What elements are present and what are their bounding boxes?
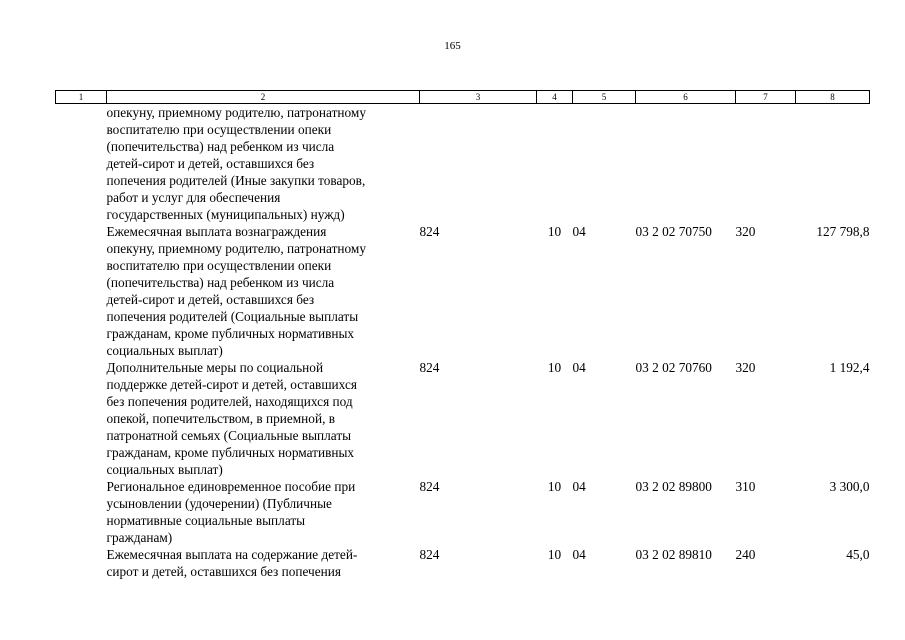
- description-line: гражданам, кроме публичных нормативных: [106, 445, 355, 460]
- row-description: [107, 223, 420, 359]
- row-description: [107, 546, 420, 580]
- description-line: опекуну, приемному родителю, патронатному: [106, 105, 366, 120]
- ministry-code: 824: [419, 547, 440, 562]
- description-line: без попечения родителей, находящихся под: [106, 394, 353, 409]
- target-article-code: 03 2 02 70760: [635, 360, 712, 375]
- header-col-5: 5: [573, 91, 636, 104]
- description-line: Ежемесячная выплата вознаграждения: [106, 224, 327, 239]
- subsection-code: 04: [572, 360, 586, 375]
- cell-col-1: [56, 223, 107, 359]
- description-line: детей-сирот и детей, оставшихся без: [106, 156, 315, 171]
- description-line: сирот и детей, оставшихся без попечения: [106, 564, 341, 579]
- ministry-code: 824: [419, 224, 440, 239]
- row-description: [107, 104, 420, 224]
- description-line: попечения родителей (Социальные выплаты: [106, 309, 359, 324]
- description-line: социальных выплат): [106, 462, 223, 477]
- header-col-3: 3: [420, 91, 537, 104]
- budget-table: [55, 90, 870, 580]
- description-line: опекуну, приемному родителю, патронатному: [106, 241, 366, 256]
- description-line: усыновлении (удочерении) (Публичные: [106, 496, 332, 511]
- description-line: Ежемесячная выплата на содержание детей-: [106, 547, 358, 562]
- target-article-code: 03 2 02 89810: [635, 547, 712, 562]
- cell-col-1: [56, 359, 107, 478]
- amount: 127 798,8: [816, 224, 870, 239]
- header-col-1: 1: [56, 91, 107, 104]
- cell-col-1: [56, 104, 107, 224]
- description-line: воспитателю при осуществлении опеки: [106, 258, 332, 273]
- description-line: (попечительства) над ребенком из числа: [106, 275, 335, 290]
- description-line: поддержке детей-сирот и детей, оставшихся: [106, 377, 357, 392]
- subsection-code: 04: [572, 224, 586, 239]
- description-line: гражданам, кроме публичных нормативных: [106, 326, 355, 341]
- page-number: 165: [444, 40, 461, 52]
- table-body: [56, 104, 870, 581]
- ministry-code: [420, 104, 537, 224]
- expense-type-code: 310: [735, 479, 756, 494]
- target-article-code: [636, 104, 736, 224]
- description-line: попечения родителей (Иные закупки товаров,: [106, 173, 366, 188]
- subsection-code: 04: [572, 547, 586, 562]
- cell-col-1: [56, 478, 107, 546]
- section-code: 10: [547, 224, 562, 239]
- table-row: [56, 104, 870, 224]
- header-col-2: 2: [107, 91, 420, 104]
- table-row: [56, 478, 870, 546]
- expense-type-code: 320: [735, 360, 756, 375]
- amount: 45,0: [846, 547, 870, 562]
- description-line: патронатной семьях (Социальные выплаты: [106, 428, 352, 443]
- table-row: [56, 546, 870, 580]
- description-line: государственных (муниципальных) нужд): [106, 207, 345, 222]
- table-row: [56, 359, 870, 478]
- header-col-4: 4: [537, 91, 573, 104]
- section-code: 10: [547, 547, 562, 562]
- description-line: Региональное единовременное пособие при: [106, 479, 356, 494]
- description-line: гражданам): [106, 530, 173, 545]
- amount: 3 300,0: [829, 479, 870, 494]
- ministry-code: 824: [419, 479, 440, 494]
- section-code: [537, 104, 573, 224]
- table-row: [56, 223, 870, 359]
- description-line: воспитателю при осуществлении опеки: [106, 122, 332, 137]
- expense-type-code: [736, 104, 796, 224]
- expense-type-code: 320: [735, 224, 756, 239]
- description-line: социальных выплат): [106, 343, 223, 358]
- description-line: (попечительства) над ребенком из числа: [106, 139, 335, 154]
- description-line: детей-сирот и детей, оставшихся без: [106, 292, 315, 307]
- section-code: 10: [547, 360, 562, 375]
- subsection-code: 04: [572, 479, 586, 494]
- cell-col-1: [56, 546, 107, 580]
- header-col-6: 6: [636, 91, 736, 104]
- target-article-code: 03 2 02 70750: [635, 224, 712, 239]
- row-description: [107, 359, 420, 478]
- expense-type-code: 240: [735, 547, 756, 562]
- amount: 1 192,4: [829, 360, 870, 375]
- header-col-8: 8: [796, 91, 870, 104]
- amount: [796, 104, 870, 224]
- row-description: [107, 478, 420, 546]
- ministry-code: 824: [419, 360, 440, 375]
- description-line: работ и услуг для обеспечения: [106, 190, 281, 205]
- description-line: опекой, попечительством, в приемной, в: [106, 411, 335, 426]
- section-code: 10: [547, 479, 562, 494]
- description-line: Дополнительные меры по социальной: [106, 360, 324, 375]
- header-col-7: 7: [736, 91, 796, 104]
- description-line: нормативные социальные выплаты: [106, 513, 306, 528]
- column-number-header: [56, 91, 870, 104]
- subsection-code: [573, 104, 636, 224]
- target-article-code: 03 2 02 89800: [635, 479, 712, 494]
